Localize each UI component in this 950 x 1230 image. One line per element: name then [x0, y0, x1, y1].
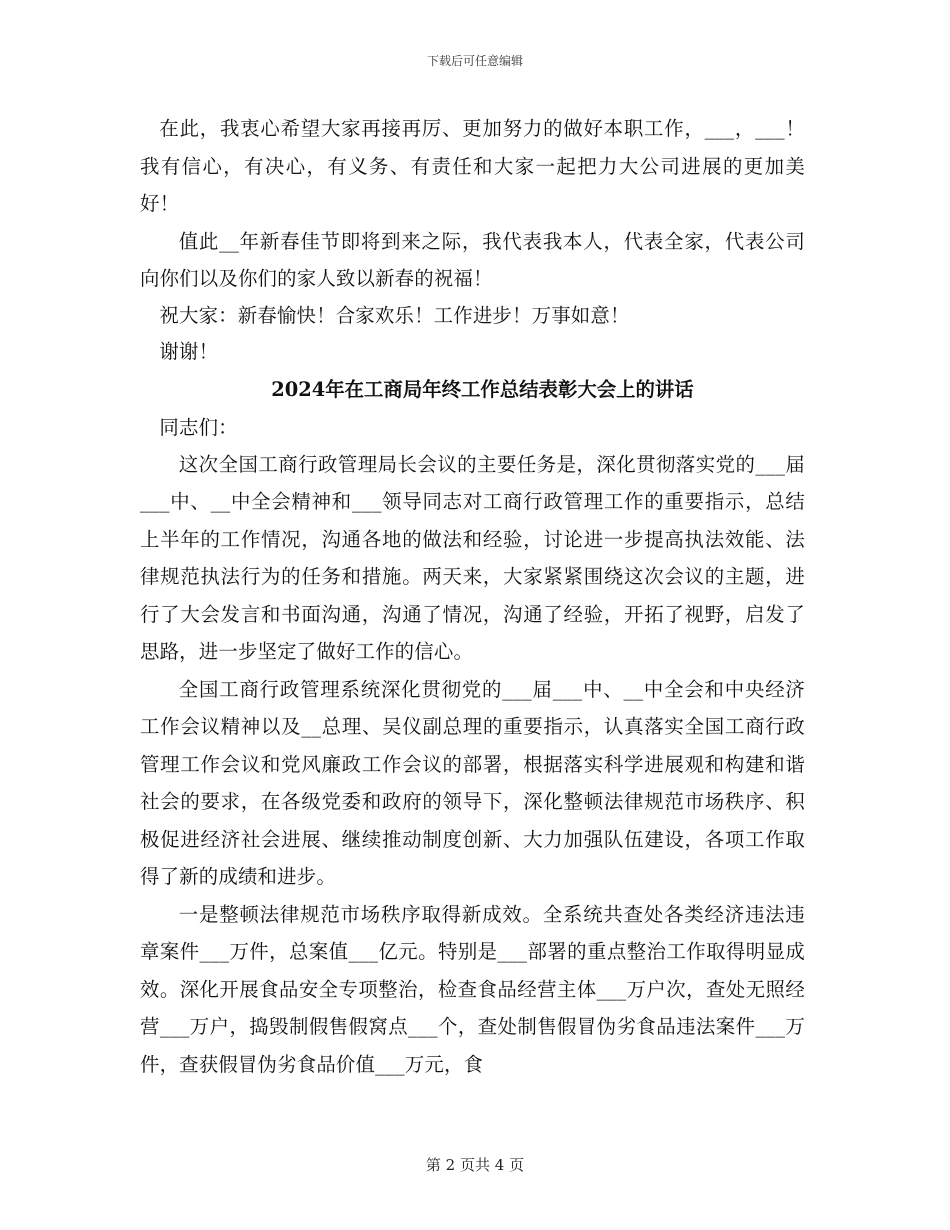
paragraph-closing-hope: 在此，我衷心希望大家再接再厉、更加努力的做好本职工作，___，___！我有信心，有决心，有义务、有责任和大家一起把力大公司进展的更加美好！: [140, 117, 805, 215]
speech-title: 2024年在工商局年终工作总结表彰大会上的讲话: [271, 377, 694, 401]
page-header: 下载后可任意编辑: [426, 54, 523, 68]
salutation: 同志们：: [159, 415, 238, 439]
paragraph-market-order: 一是整顿法律规范市场秩序取得新成效。全系统共查处各类经济违法违章案件___万件，总案值___亿元。特别是___部署的重点整治工作取得明显成效。深化开展食品安全专项整治，检查食品经营主体___万户次，查处无照经营___万户，捣毁制假售假窝点___个，查处制售假冒伪劣食品违法案件___万件，查获假冒伪劣食品价值___万元，食: [140, 902, 805, 1076]
paragraph-thanks: 谢谢！: [159, 339, 219, 363]
paragraph-meeting-tasks: 这次全国工商行政管理局长会议的主要任务是，深化贯彻落实党的___届___中、__中全会精神和___领导同志对工商行政管理工作的重要指示，总结上半年的工作情况，沟通各地的做法和经验，讨论进一步提高执法效能、法律规范执法行为的任务和措施。两天来，大家紧紧围绕这次会议的主题，进行了大会发言和书面沟通，沟通了情况，沟通了经验，开拓了视野，启发了思路，进一步坚定了做好工作的信心。: [140, 452, 805, 663]
paragraph-new-year-greeting: 值此__年新春佳节即将到来之际，我代表我本人，代表全家，代表公司向你们以及你们的家人致以新春的祝福！: [140, 229, 805, 290]
document-body: [140, 110, 805, 1083]
page-number: 第 2 页共 4 页: [425, 1156, 525, 1174]
paragraph-wishes: 祝大家：新春愉快！合家欢乐！工作进步！万事如意！: [159, 303, 630, 327]
paragraph-system-achievements: 全国工商行政管理系统深化贯彻党的___届___中、__中全会和中央经济工作会议精神以及__总理、吴仪副总理的重要指示，认真落实全国工商行政管理工作会议和党风廉政工作会议的部署，根据落实科学进展观和构建和谐社会的要求，在各级党委和政府的领导下，深化整顿法律规范市场秩序、积极促进经济社会进展、继续推动制度创新、大力加强队伍建设，各项工作取得了新的成绩和进步。: [140, 677, 805, 888]
